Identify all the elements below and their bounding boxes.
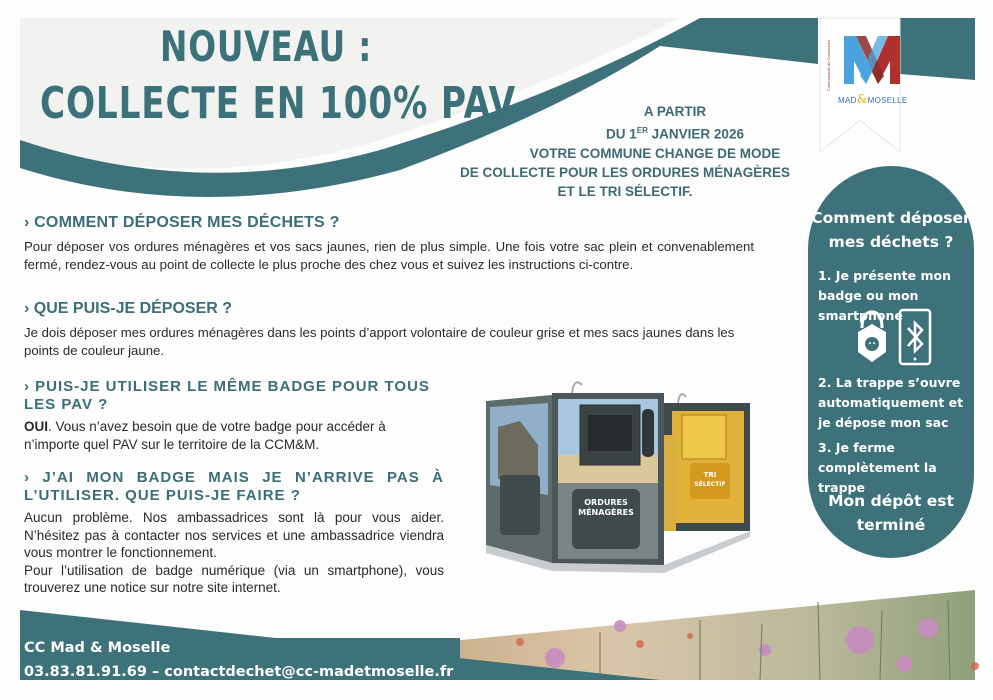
section-title-same-badge: › PUIS-JE UTILISER LE MÊME BADGE POUR TOUS LES PAV ? [24, 378, 430, 413]
footer-org-name: CC Mad & Moselle [24, 640, 171, 656]
section-body-same-badge [24, 418, 444, 454]
announcement [440, 102, 810, 201]
panel-step-3: 3. Je ferme complètement la trappe [818, 440, 937, 495]
paragraph: Aucun problème. Nos ambassadrices sont là pour vous aider. N’hésitez pas à contacter nos services et une ambassadrice viendra vous montrer le fonctionnement. [24, 510, 444, 560]
svg-text:ORDURES: ORDURES [584, 498, 628, 507]
announcement-date [440, 121, 810, 144]
logo-subtitle: Communauté de Communes [826, 40, 831, 92]
answer-yes: OUI [24, 419, 49, 434]
panel-title: Comment déposer mes déchets ? [811, 209, 971, 251]
mad-moselle-logo-icon [840, 32, 904, 87]
badge-fob-icon [858, 312, 886, 362]
logo-ampersand: & [856, 92, 868, 106]
logo-name-right: MOSELLE [867, 96, 908, 105]
instructions-panel [808, 166, 974, 558]
announcement-line: DE COLLECTE POUR LES ORDURES MÉNAGÈRES [459, 164, 791, 180]
date-suffix: JANVIER 2026 [647, 126, 744, 142]
panel-step-1: 1. Je présente mon badge ou mon smartphone [818, 268, 952, 323]
logo-name-left: MAD [838, 96, 857, 105]
announcement-line: VOTRE COMMUNE CHANGE DE MODE [529, 145, 781, 161]
announcement-line: ET LE TRI SÉLECTIF. [557, 183, 693, 199]
title-line-1: NOUVEAU : [160, 22, 373, 71]
section-title-how-to-deposit: › COMMENT DÉPOSER MES DÉCHETS ? [24, 214, 340, 231]
date-prefix: DU 1 [606, 126, 637, 142]
announcement-line: A PARTIR [643, 104, 707, 119]
answer-text: . Vous n’avez besoin que de votre badge pour accéder à n’importe quel PAV sur le territoire de la CCM&M. [24, 419, 386, 452]
section-title-badge-problem: › J’AI MON BADGE MAIS JE N’ARRIVE PAS À L’UTILISER. QUE PUIS-JE FAIRE ? [24, 469, 444, 504]
section-body-how-to-deposit: Pour déposer vos ordures ménagères et vos sacs jaunes, rien de plus simple. Une fois votre sac plein et convenablement fermé, rendez-vous au point de collecte le plus proche des chez vous et suivez les instructions ci-contre. [24, 239, 754, 272]
smartphone-bluetooth-icon [900, 310, 930, 364]
title-line-2: COLLECTE EN 100% PAV [40, 78, 517, 129]
logo-wordmark [838, 92, 908, 106]
footer-contact[interactable]: 03.83.81.91.69 – contactdechet@cc-madetmoselle.fr [24, 664, 454, 680]
badge-and-phone-icons [848, 306, 938, 366]
section-title-what-to-deposit: › QUE PUIS-JE DÉPOSER ? [24, 300, 233, 317]
paragraph: Pour l’utilisation de badge numérique (via un smartphone), vous trouverez une notice sur notre site internet. [24, 562, 444, 595]
date-sup: ER [636, 126, 648, 135]
svg-text:TRI: TRI [703, 471, 717, 479]
svg-text:SÉLECTIF: SÉLECTIF [694, 481, 726, 488]
panel-conclusion: Mon dépôt est terminé [828, 492, 954, 534]
section-body-what-to-deposit: Je dois déposer mes ordures ménagères dans les points d’apport volontaire de couleur grise et mes sacs jaunes dans les points de couleur jaune. [24, 325, 735, 358]
svg-text:MÉNAGÈRES: MÉNAGÈRES [578, 508, 634, 517]
panel-step-2: 2. La trappe s’ouvre automatiquement et je dépose mon sac [818, 375, 964, 430]
collection-bins-illustration [480, 375, 770, 585]
